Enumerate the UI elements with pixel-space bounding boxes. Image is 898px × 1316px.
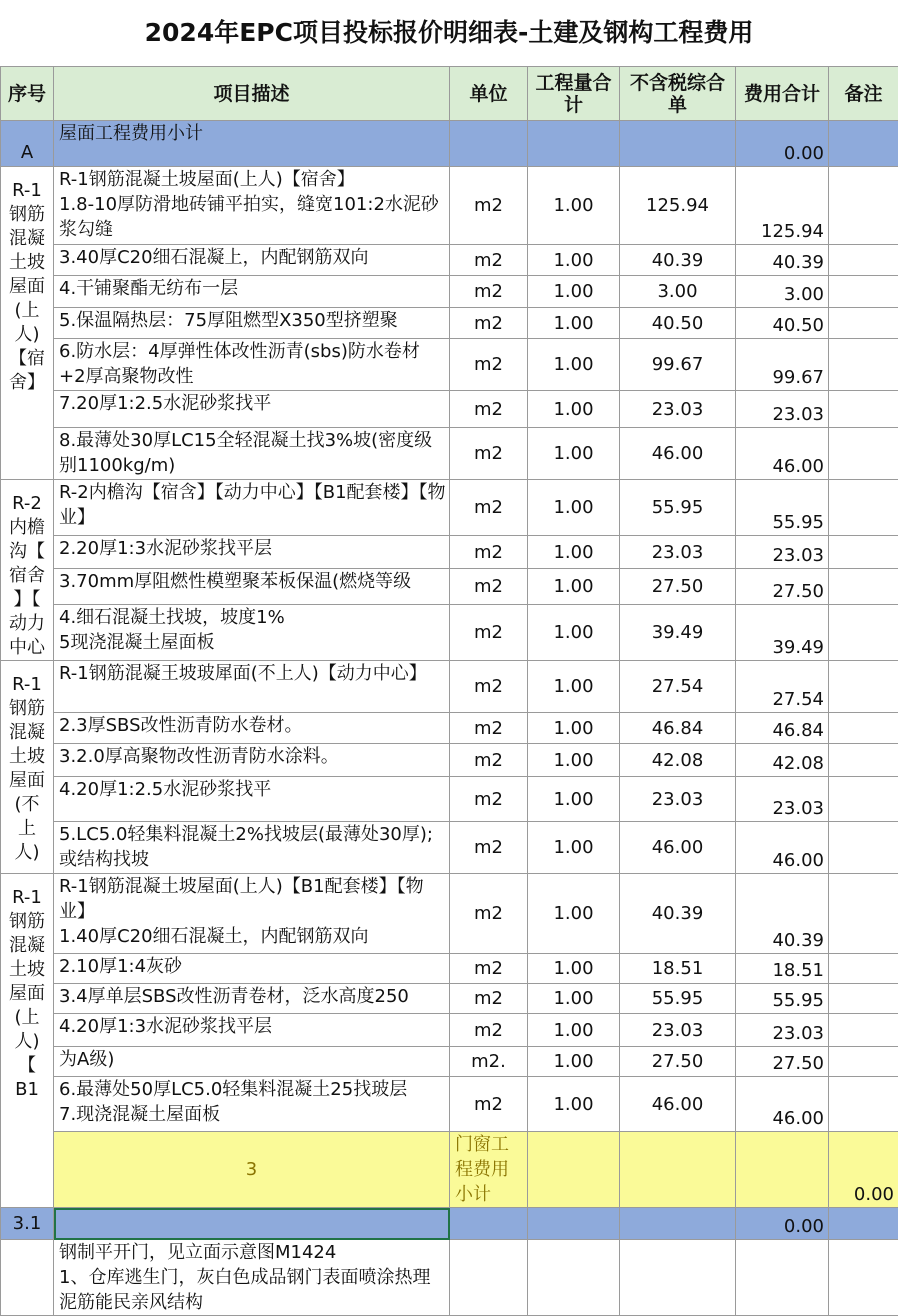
- unit-cell[interactable]: m2: [450, 744, 528, 777]
- price-cell[interactable]: 23.03: [620, 391, 736, 428]
- unit-cell[interactable]: m2: [450, 428, 528, 480]
- total-cell[interactable]: 23.03: [736, 777, 829, 822]
- price-cell[interactable]: 27.50: [620, 1047, 736, 1077]
- note-cell[interactable]: [829, 308, 898, 339]
- header-price[interactable]: 不含税综合单: [620, 67, 736, 121]
- desc-cell[interactable]: R-2内檐沟【宿含】【动力中心】【B1配套楼】【物业】: [54, 480, 450, 536]
- table-row: [1, 661, 898, 713]
- desc-cell[interactable]: R-1钢筋混凝土坡屋面(上人)【宿舍】 1.8-10厚防滑地砖铺平拍实，缝宽101:2水泥砂浆勾缝: [54, 167, 450, 245]
- total-cell[interactable]: 46.00: [736, 822, 829, 874]
- price-table: [0, 66, 898, 1316]
- header-seq[interactable]: 序号: [1, 67, 54, 121]
- unit-cell[interactable]: [528, 1132, 620, 1208]
- note-cell[interactable]: [829, 1077, 898, 1132]
- header-row: [1, 67, 898, 121]
- note-cell[interactable]: [829, 428, 898, 480]
- table-row: [1, 713, 898, 744]
- desc-cell[interactable]: 3.4厚单层SBS改性沥青卷材，泛水高度250: [54, 984, 450, 1014]
- header-note[interactable]: 备注: [829, 67, 898, 121]
- note-cell[interactable]: [829, 713, 898, 744]
- total-cell[interactable]: 40.50: [736, 308, 829, 339]
- note-cell[interactable]: [829, 777, 898, 822]
- unit-cell[interactable]: m2: [450, 167, 528, 245]
- table-row: [1, 744, 898, 777]
- desc-cell[interactable]: 2.3厚SBS改性沥青防水卷材。: [54, 713, 450, 744]
- sheet-title: 2024年EPC项目投标报价明细表-土建及钢构工程费用: [0, 0, 898, 67]
- table-row: [1, 339, 898, 391]
- qty-cell[interactable]: 1.00: [528, 480, 620, 536]
- unit-cell[interactable]: [450, 1208, 528, 1240]
- unit-cell[interactable]: m2: [450, 954, 528, 984]
- price-cell[interactable]: 46.84: [620, 713, 736, 744]
- group-label-cell[interactable]: R-1 钢筋 混凝 土坡 屋面 (上 人) 【 B1: [1, 874, 54, 1208]
- total-cell[interactable]: 40.39: [736, 245, 829, 276]
- desc-cell[interactable]: 2.10厚1:4灰砂: [54, 954, 450, 984]
- table-row: [1, 536, 898, 569]
- qty-cell[interactable]: 1.00: [528, 339, 620, 391]
- price-cell[interactable]: 23.03: [620, 536, 736, 569]
- desc-cell[interactable]: R-1钢筋混凝土坡屋面(上人)【B1配套楼】【物业】 1.40厚C20细石混凝土，内配钢筋双向: [54, 874, 450, 954]
- price-cell[interactable]: 40.39: [620, 245, 736, 276]
- unit-cell[interactable]: m2: [450, 391, 528, 428]
- table-row: [1, 874, 898, 954]
- qty-cell[interactable]: 1.00: [528, 536, 620, 569]
- header-unit[interactable]: 单位: [450, 67, 528, 121]
- total-cell[interactable]: 55.95: [736, 984, 829, 1014]
- desc-cell[interactable]: 5.保温隔热层：75厚阻燃型X350型挤塑聚: [54, 308, 450, 339]
- unit-cell[interactable]: m2: [450, 339, 528, 391]
- total-cell[interactable]: 46.00: [736, 1077, 829, 1132]
- desc-cell[interactable]: 为A级): [54, 1047, 450, 1077]
- qty-cell[interactable]: 1.00: [528, 1077, 620, 1132]
- desc-cell[interactable]: 6.防水层：4厚弹性体改性沥青(sbs)防水卷材+2厚高聚物改性: [54, 339, 450, 391]
- qty-cell[interactable]: 1.00: [528, 604, 620, 660]
- note-cell[interactable]: [829, 822, 898, 874]
- price-cell[interactable]: 55.95: [620, 480, 736, 536]
- unit-cell[interactable]: [450, 121, 528, 167]
- unit-cell[interactable]: m2: [450, 245, 528, 276]
- desc-cell[interactable]: 6.最薄处50厚LC5.0轻集料混凝土25找玻层 7.现浇混凝土屋面板: [54, 1077, 450, 1132]
- qty-cell[interactable]: 1.00: [528, 391, 620, 428]
- table-row: [1, 1077, 898, 1132]
- row-seq-cell[interactable]: A: [1, 121, 54, 167]
- note-cell[interactable]: [829, 604, 898, 660]
- price-cell[interactable]: 46.00: [620, 428, 736, 480]
- qty-cell[interactable]: [528, 1240, 620, 1316]
- price-cell[interactable]: 23.03: [620, 1014, 736, 1047]
- header-qty[interactable]: 工程量合计: [528, 67, 620, 121]
- price-cell[interactable]: 55.95: [620, 984, 736, 1014]
- group-label-cell[interactable]: R-1 钢筋 混凝 土坡 屋面 (不 上 人): [1, 661, 54, 874]
- total-cell[interactable]: 27.50: [736, 1047, 829, 1077]
- desc-cell[interactable]: 3.70mm厚阻燃性模塑聚苯板保温(燃烧等级: [54, 569, 450, 605]
- total-cell[interactable]: 27.54: [736, 661, 829, 713]
- price-cell[interactable]: 40.50: [620, 308, 736, 339]
- table-row: [1, 777, 898, 822]
- price-cell[interactable]: 27.54: [620, 661, 736, 713]
- desc-cell[interactable]: 屋面工程费用小计: [54, 121, 450, 167]
- table-row: [1, 569, 898, 605]
- price-cell[interactable]: [620, 1208, 736, 1240]
- qty-cell[interactable]: 1.00: [528, 276, 620, 308]
- unit-cell[interactable]: m2: [450, 1077, 528, 1132]
- unit-cell[interactable]: m2: [450, 822, 528, 874]
- note-cell[interactable]: [829, 536, 898, 569]
- desc-cell[interactable]: 4.20厚1:3水泥砂浆找平层: [54, 1014, 450, 1047]
- unit-cell[interactable]: m2: [450, 480, 528, 536]
- qty-cell[interactable]: 1.00: [528, 167, 620, 245]
- unit-cell[interactable]: m2: [450, 1014, 528, 1047]
- note-cell[interactable]: [829, 121, 898, 167]
- price-cell[interactable]: 39.49: [620, 604, 736, 660]
- note-cell[interactable]: [829, 480, 898, 536]
- total-cell[interactable]: 23.03: [736, 1014, 829, 1047]
- note-cell[interactable]: [829, 984, 898, 1014]
- unit-cell[interactable]: m2: [450, 536, 528, 569]
- table-row: [1, 276, 898, 308]
- desc-cell[interactable]: 3.2.0厚高聚物改性沥青防水涂料。: [54, 744, 450, 777]
- table-row: [1, 1240, 898, 1316]
- note-cell[interactable]: [829, 339, 898, 391]
- table-row: [1, 984, 898, 1014]
- row-seq-cell[interactable]: 3: [54, 1132, 450, 1208]
- desc-cell[interactable]: 4.细石混凝土找坡，坡度1% 5现浇混凝土屋面板: [54, 604, 450, 660]
- group-label-cell[interactable]: R-1 钢筋 混凝 土坡 屋面 (上 人) 【宿 舍】: [1, 167, 54, 480]
- row-seq-cell[interactable]: [1, 1240, 54, 1316]
- unit-cell[interactable]: m2: [450, 308, 528, 339]
- total-cell[interactable]: 18.51: [736, 954, 829, 984]
- table-row: [1, 1014, 898, 1047]
- note-cell[interactable]: [829, 744, 898, 777]
- price-cell[interactable]: 27.50: [620, 569, 736, 605]
- desc-cell[interactable]: R-1钢筋混凝王坡玻犀面(不上人)【动力中心】: [54, 661, 450, 713]
- price-cell[interactable]: 40.39: [620, 874, 736, 954]
- table-row: [1, 245, 898, 276]
- total-cell[interactable]: 42.08: [736, 744, 829, 777]
- table-row: [1, 391, 898, 428]
- total-cell[interactable]: 23.03: [736, 536, 829, 569]
- desc-cell[interactable]: 5.LC5.0轻集料混凝土2%找坡层(最薄处30厚);或结构找坡: [54, 822, 450, 874]
- note-cell[interactable]: [829, 954, 898, 984]
- table-row: [1, 1047, 898, 1077]
- note-cell[interactable]: [829, 276, 898, 308]
- table-row: [1, 604, 898, 660]
- header-desc[interactable]: 项目描述: [54, 67, 450, 121]
- total-cell[interactable]: 0.00: [736, 1208, 829, 1240]
- price-cell[interactable]: 23.03: [620, 777, 736, 822]
- desc-cell[interactable]: 2.20厚1:3水泥砂浆找平层: [54, 536, 450, 569]
- qty-cell[interactable]: 1.00: [528, 1014, 620, 1047]
- unit-cell[interactable]: m2: [450, 984, 528, 1014]
- price-cell[interactable]: 18.51: [620, 954, 736, 984]
- desc-cell[interactable]: 门窗工程费用小计: [450, 1132, 528, 1208]
- total-cell[interactable]: [736, 1240, 829, 1316]
- unit-cell[interactable]: m2: [450, 604, 528, 660]
- note-cell[interactable]: [829, 167, 898, 245]
- unit-cell[interactable]: m2: [450, 661, 528, 713]
- note-cell[interactable]: [829, 874, 898, 954]
- note-cell[interactable]: [829, 661, 898, 713]
- qty-cell[interactable]: [528, 121, 620, 167]
- total-cell[interactable]: 99.67: [736, 339, 829, 391]
- table-row: [1, 480, 898, 536]
- qty-cell[interactable]: 1.00: [528, 661, 620, 713]
- table-row: [1, 167, 898, 245]
- qty-cell[interactable]: 1.00: [528, 569, 620, 605]
- unit-cell[interactable]: m2: [450, 874, 528, 954]
- unit-cell[interactable]: m2: [450, 276, 528, 308]
- desc-cell[interactable]: 8.最薄处30厚LC15全轻混凝土找3%坡(密度级别1100kg/m): [54, 428, 450, 480]
- table-row: [1, 308, 898, 339]
- qty-cell[interactable]: 1.00: [528, 428, 620, 480]
- unit-cell[interactable]: [450, 1240, 528, 1316]
- note-cell[interactable]: [829, 1047, 898, 1077]
- group-label-cell[interactable]: R-2 内檐 沟【 宿舍 】【 动力 中心: [1, 480, 54, 661]
- note-cell[interactable]: [829, 245, 898, 276]
- note-cell[interactable]: [829, 1014, 898, 1047]
- total-cell[interactable]: 23.03: [736, 391, 829, 428]
- price-cell[interactable]: 3.00: [620, 276, 736, 308]
- total-cell[interactable]: 0.00: [829, 1132, 898, 1208]
- qty-cell[interactable]: 1.00: [528, 822, 620, 874]
- qty-cell[interactable]: 1.00: [528, 308, 620, 339]
- total-cell[interactable]: 125.94: [736, 167, 829, 245]
- price-cell[interactable]: [620, 121, 736, 167]
- note-cell[interactable]: [829, 569, 898, 605]
- unit-cell[interactable]: m2: [450, 569, 528, 605]
- price-cell[interactable]: 42.08: [620, 744, 736, 777]
- row-seq-cell[interactable]: 3.1: [1, 1208, 54, 1240]
- total-cell[interactable]: 55.95: [736, 480, 829, 536]
- total-cell[interactable]: 39.49: [736, 604, 829, 660]
- qty-cell[interactable]: 1.00: [528, 1047, 620, 1077]
- qty-cell[interactable]: 1.00: [528, 777, 620, 822]
- desc-cell[interactable]: 3.40厚C20细石混凝上，内配钢筋双向: [54, 245, 450, 276]
- total-cell[interactable]: 27.50: [736, 569, 829, 605]
- table-row: [1, 428, 898, 480]
- price-cell[interactable]: [620, 1240, 736, 1316]
- section-row: [1, 121, 898, 167]
- unit-cell[interactable]: m2: [450, 777, 528, 822]
- qty-cell[interactable]: 1.00: [528, 984, 620, 1014]
- unit-cell[interactable]: m2: [450, 713, 528, 744]
- section-row: [1, 1208, 898, 1240]
- unit-cell[interactable]: m2.: [450, 1047, 528, 1077]
- desc-cell[interactable]: 7.20厚1:2.5水泥砂浆找平: [54, 391, 450, 428]
- desc-cell[interactable]: 4.20厚1:2.5水泥砂浆找平: [54, 777, 450, 822]
- price-cell[interactable]: 46.00: [620, 1077, 736, 1132]
- price-cell[interactable]: 99.67: [620, 339, 736, 391]
- qty-cell[interactable]: [620, 1132, 736, 1208]
- header-total[interactable]: 费用合计: [736, 67, 829, 121]
- total-cell[interactable]: 40.39: [736, 874, 829, 954]
- desc-cell[interactable]: [54, 1208, 450, 1240]
- desc-cell[interactable]: 4.干铺聚酯无纺布一层: [54, 276, 450, 308]
- note-cell[interactable]: [829, 391, 898, 428]
- desc-cell[interactable]: 钢制平开门，见立面示意图M1424 1、仓库逃生门，灰白色成品钢门表面喷涂热理泥筋能民亲风结构: [54, 1240, 450, 1316]
- table-row: [1, 822, 898, 874]
- price-cell[interactable]: [736, 1132, 829, 1208]
- total-cell[interactable]: 3.00: [736, 276, 829, 308]
- qty-cell[interactable]: 1.00: [528, 874, 620, 954]
- note-cell[interactable]: [829, 1240, 898, 1316]
- qty-cell[interactable]: 1.00: [528, 954, 620, 984]
- total-cell[interactable]: 46.00: [736, 428, 829, 480]
- table-row: [1, 954, 898, 984]
- qty-cell[interactable]: 1.00: [528, 744, 620, 777]
- price-cell[interactable]: 125.94: [620, 167, 736, 245]
- qty-cell[interactable]: 1.00: [528, 245, 620, 276]
- total-cell[interactable]: 46.84: [736, 713, 829, 744]
- qty-cell[interactable]: 1.00: [528, 713, 620, 744]
- note-cell[interactable]: [829, 1208, 898, 1240]
- subtotal-row: [1, 1132, 898, 1208]
- price-cell[interactable]: 46.00: [620, 822, 736, 874]
- qty-cell[interactable]: [528, 1208, 620, 1240]
- total-cell[interactable]: 0.00: [736, 121, 829, 167]
